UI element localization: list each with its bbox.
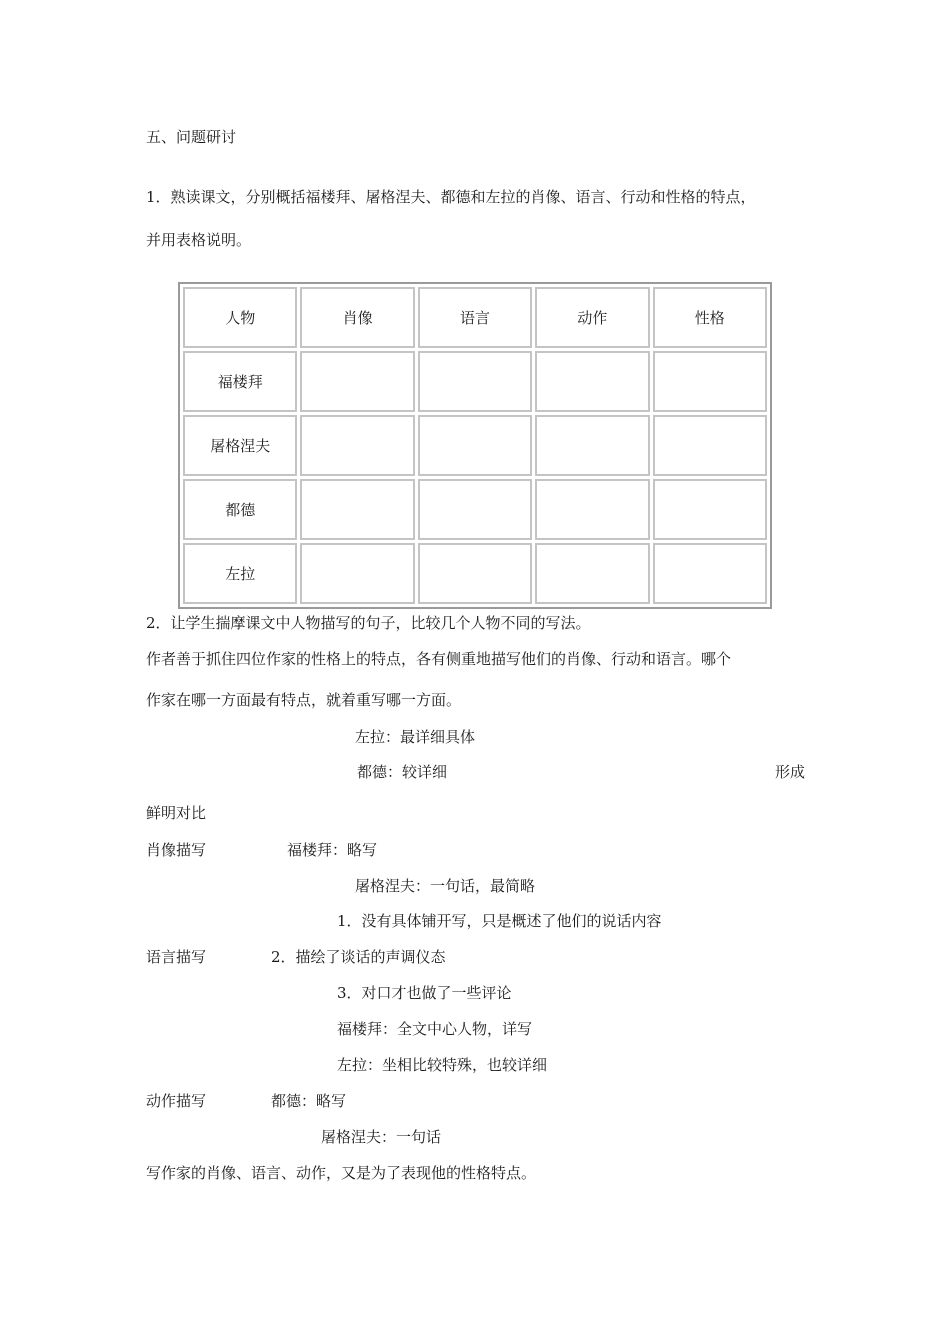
speech-point-1: 1．没有具体铺开写，只是概述了他们的说话内容 bbox=[337, 912, 662, 930]
table-header-cell: 性格 bbox=[653, 287, 767, 348]
table-header-row bbox=[183, 287, 767, 348]
table-cell bbox=[300, 543, 414, 604]
portrait-turgenev: 屠格涅夫：一句话，最简略 bbox=[355, 877, 536, 895]
portrait-zola: 左拉：最详细具体 bbox=[355, 728, 476, 746]
portrait-label: 肖像描写 bbox=[146, 841, 207, 859]
speech-point-2: 2．描绘了谈话的声调仪态 bbox=[271, 948, 446, 966]
action-turgenev: 屠格涅夫：一句话 bbox=[321, 1128, 442, 1146]
table-cell bbox=[418, 415, 532, 476]
portrait-daudet: 都德：较详细 bbox=[357, 763, 448, 781]
table-cell bbox=[300, 479, 414, 540]
action-label: 动作描写 bbox=[146, 1092, 207, 1110]
table-cell bbox=[653, 351, 767, 412]
portrait-contrast-b: 鲜明对比 bbox=[146, 804, 207, 822]
speech-point-3: 3．对口才也做了一些评论 bbox=[337, 984, 512, 1002]
section-heading: 五、问题研讨 bbox=[146, 128, 237, 146]
table-row bbox=[183, 415, 767, 476]
table-cell bbox=[653, 415, 767, 476]
action-zola: 左拉：坐相比较特殊，也较详细 bbox=[337, 1056, 548, 1074]
answer-line-2: 作家在哪一方面最有特点，就着重写哪一方面。 bbox=[146, 691, 462, 709]
table-row-label: 屠格涅夫 bbox=[183, 415, 297, 476]
table-cell bbox=[535, 351, 649, 412]
table-header-cell: 人物 bbox=[183, 287, 297, 348]
table-cell bbox=[535, 479, 649, 540]
table-cell bbox=[535, 415, 649, 476]
table-cell bbox=[418, 543, 532, 604]
table-cell bbox=[535, 543, 649, 604]
table-header-cell: 肖像 bbox=[300, 287, 414, 348]
question-2: 2．让学生揣摩课文中人物描写的句子，比较几个人物不同的写法。 bbox=[146, 614, 591, 632]
portrait-contrast-a: 形成 bbox=[775, 763, 806, 781]
table-cell bbox=[418, 479, 532, 540]
table-row-label: 都德 bbox=[183, 479, 297, 540]
portrait-flaubert: 福楼拜：略写 bbox=[287, 841, 378, 859]
table-cell bbox=[653, 543, 767, 604]
table-cell bbox=[300, 351, 414, 412]
table-header-cell: 语言 bbox=[418, 287, 532, 348]
answer-line-1: 作者善于抓住四位作家的性格上的特点，各有侧重地描写他们的肖像、行动和语言。哪个 bbox=[146, 650, 732, 668]
question-1-line-2: 并用表格说明。 bbox=[146, 231, 252, 249]
table-row-label: 福楼拜 bbox=[183, 351, 297, 412]
table-cell bbox=[300, 415, 414, 476]
action-flaubert: 福楼拜：全文中心人物，详写 bbox=[337, 1020, 533, 1038]
speech-label: 语言描写 bbox=[146, 948, 207, 966]
question-1-line-1: 1．熟读课文，分别概括福楼拜、屠格涅夫、都德和左拉的肖像、语言、行动和性格的特点， bbox=[146, 188, 756, 206]
character-table bbox=[178, 282, 772, 609]
action-daudet: 都德：略写 bbox=[271, 1092, 347, 1110]
table-cell bbox=[653, 479, 767, 540]
table-row bbox=[183, 543, 767, 604]
table-row-label: 左拉 bbox=[183, 543, 297, 604]
table-cell bbox=[418, 351, 532, 412]
table-header-cell: 动作 bbox=[535, 287, 649, 348]
table-row bbox=[183, 351, 767, 412]
table-row bbox=[183, 479, 767, 540]
conclusion: 写作家的肖像、语言、动作，又是为了表现他的性格特点。 bbox=[146, 1164, 537, 1182]
